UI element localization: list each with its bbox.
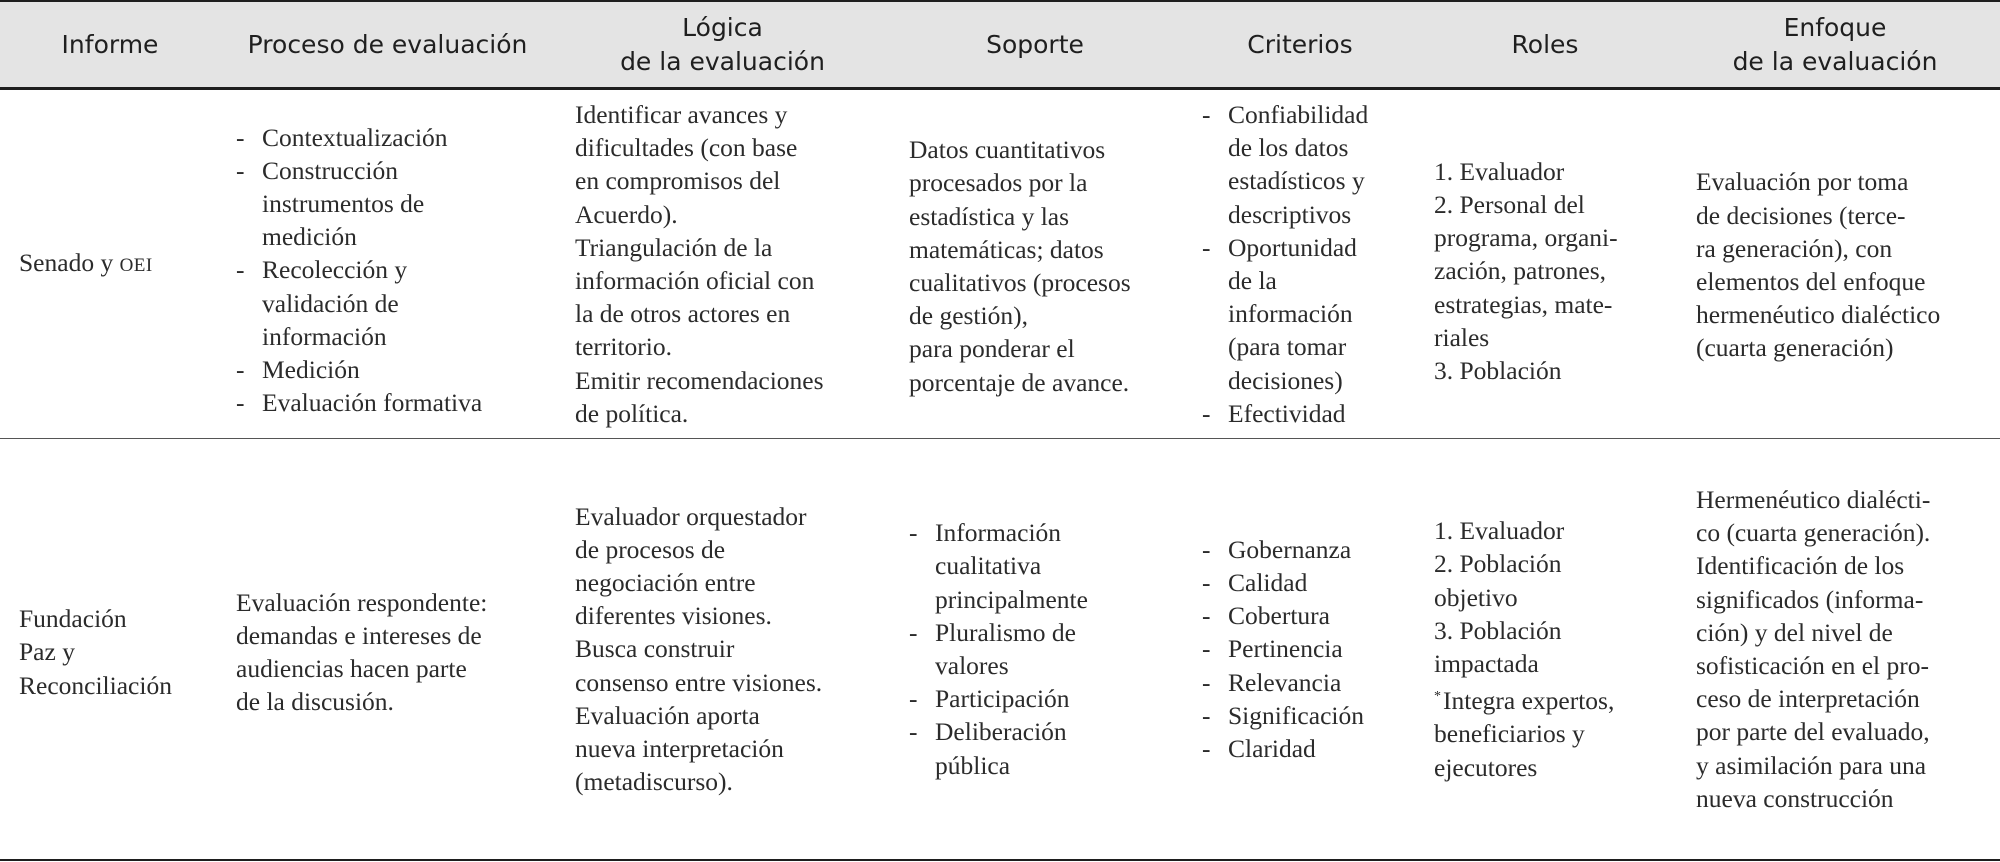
cell-logica-senado bbox=[575, 90, 885, 438]
header-informe bbox=[0, 2, 220, 87]
soporte-line: de gestión), bbox=[909, 301, 1028, 331]
cell-criterios-senado bbox=[1202, 90, 1417, 438]
enfoque-line: Hermenéutico dialécti- bbox=[1696, 484, 1931, 514]
roles-note: *Integra expertos, bbox=[1434, 686, 1615, 716]
roles-line: 1. Evaluador bbox=[1434, 516, 1565, 546]
cell-logica-fundacion bbox=[575, 439, 885, 859]
logica-line: Evaluación aporta bbox=[575, 700, 760, 730]
roles-line: 2. Población bbox=[1434, 549, 1562, 579]
roles-line: impactada bbox=[1434, 649, 1539, 678]
cell-enfoque-senado bbox=[1696, 90, 1996, 438]
header-soporte bbox=[890, 2, 1180, 87]
criterio-item: - Calidad bbox=[1202, 566, 1417, 599]
enfoque-line: Evaluación por toma bbox=[1696, 167, 1909, 197]
proceso-item: - Evaluación formativa bbox=[236, 386, 551, 419]
enfoque-line: por parte del evaluado, bbox=[1696, 717, 1930, 747]
soporte-item: - Participación bbox=[909, 682, 1177, 715]
proceso-item: - Medición bbox=[236, 353, 551, 386]
logica-line: consenso entre visiones. bbox=[575, 667, 823, 697]
header-line: Enfoque bbox=[1783, 12, 1887, 42]
soporte-line: matemáticas; datos bbox=[909, 234, 1104, 264]
soporte-line: Datos cuantitativos bbox=[909, 135, 1106, 165]
logica-line: diferentes visiones. bbox=[575, 601, 772, 631]
soporte-line: procesados por la bbox=[909, 168, 1088, 198]
logica-line: Identificar avances y bbox=[575, 99, 788, 129]
logica-line: la de otros actores en bbox=[575, 299, 791, 329]
header-logica bbox=[555, 2, 890, 87]
criterio-item: - Efectividad bbox=[1202, 397, 1417, 430]
cell-criterios-fundacion bbox=[1202, 439, 1417, 859]
logica-line: Emitir recomendaciones bbox=[575, 365, 824, 395]
soporte-line: cualitativos (procesos bbox=[909, 268, 1131, 297]
enfoque-line: co (cuarta generación). bbox=[1696, 518, 1931, 548]
logica-line: nueva interpretación bbox=[575, 734, 784, 763]
header-line: de la evaluación bbox=[620, 46, 825, 76]
roles-line: zación, patrones, bbox=[1434, 256, 1607, 286]
logica-line: Evaluador orquestador bbox=[575, 501, 807, 531]
header-line: Informe bbox=[61, 29, 159, 59]
soporte-item: - Pluralismo de valores bbox=[909, 616, 1177, 682]
logica-line: Acuerdo). bbox=[575, 199, 678, 229]
enfoque-line: de decisiones (terce- bbox=[1696, 200, 1906, 230]
soporte-item: - Deliberación pública bbox=[909, 715, 1177, 781]
cell-roles-fundacion bbox=[1434, 439, 1664, 859]
criterio-item: - Relevancia bbox=[1202, 666, 1417, 699]
soporte-line: para ponderar el bbox=[909, 334, 1075, 364]
cell-proceso-senado bbox=[236, 90, 551, 438]
enfoque-line: Identificación de los bbox=[1696, 551, 1905, 581]
roles-line: ejecutores bbox=[1434, 752, 1538, 782]
table-header-row bbox=[0, 2, 2000, 87]
cell-proceso-fundacion bbox=[236, 439, 551, 859]
criterio-item: - Pertinencia bbox=[1202, 632, 1417, 665]
enfoque-line: sofisticación en el pro- bbox=[1696, 651, 1929, 680]
proceso-item: - Construcción instrumentos de medición bbox=[236, 154, 551, 254]
enfoque-line: elementos del enfoque bbox=[1696, 267, 1926, 296]
proceso-line: de la discusión. bbox=[236, 687, 394, 717]
proceso-line: Evaluación respondente: bbox=[236, 587, 488, 617]
enfoque-line: significados (informa- bbox=[1696, 584, 1924, 614]
table-bottom-rule bbox=[0, 859, 2000, 861]
enfoque-line: y asimilación para una bbox=[1696, 750, 1927, 780]
informe-line: Paz y bbox=[19, 637, 75, 667]
soporte-line: estadística y las bbox=[909, 201, 1070, 231]
header-line: Soporte bbox=[986, 29, 1084, 59]
roles-line: objetivo bbox=[1434, 582, 1518, 612]
cell-informe-fundacion bbox=[19, 439, 219, 859]
logica-line: territorio. bbox=[575, 332, 673, 362]
header-line: Lógica bbox=[682, 12, 763, 42]
logica-line: Busca construir bbox=[575, 634, 735, 664]
roles-line: riales bbox=[1434, 322, 1490, 352]
cell-soporte-senado bbox=[909, 90, 1177, 438]
cell-soporte-fundacion bbox=[909, 439, 1177, 859]
enfoque-line: (cuarta generación) bbox=[1696, 333, 1894, 363]
header-line: de la evaluación bbox=[1732, 46, 1938, 76]
roles-line: beneficiarios y bbox=[1434, 719, 1585, 749]
criterio-item: - Cobertura bbox=[1202, 599, 1417, 632]
logica-line: (metadiscurso). bbox=[575, 767, 733, 797]
enfoque-line: ción) y del nivel de bbox=[1696, 617, 1893, 647]
roles-line: 3. Población bbox=[1434, 356, 1562, 385]
header-enfoque bbox=[1670, 2, 2000, 87]
informe-text: Senado y OEI bbox=[19, 247, 153, 277]
criterio-item: - Claridad bbox=[1202, 732, 1417, 765]
roles-line: 1. Evaluador bbox=[1434, 156, 1565, 186]
cell-informe-senado bbox=[19, 90, 219, 438]
informe-line: Reconciliación bbox=[19, 670, 172, 700]
logica-line: negociación entre bbox=[575, 567, 756, 597]
informe-abbr: OEI bbox=[119, 254, 153, 276]
header-proceso bbox=[220, 2, 555, 87]
criterio-item: - Oportunidad de la información (para tomar decisiones) bbox=[1202, 231, 1417, 397]
logica-line: información oficial con bbox=[575, 266, 815, 295]
header-line: Proceso de evaluación bbox=[247, 29, 528, 59]
enfoque-line: nueva construcción bbox=[1696, 783, 1894, 813]
criterio-item: - Confiabilidad de los datos estadísticos y descriptivos bbox=[1202, 98, 1417, 231]
header-criterios bbox=[1180, 2, 1420, 87]
header-roles bbox=[1420, 2, 1670, 87]
proceso-line: audiencias hacen parte bbox=[236, 654, 467, 683]
logica-line: en compromisos del bbox=[575, 166, 781, 196]
logica-line: dificultades (con base bbox=[575, 133, 798, 163]
soporte-line: porcentaje de avance. bbox=[909, 367, 1130, 397]
criterio-item: - Significación bbox=[1202, 699, 1417, 732]
roles-line: 3. Población bbox=[1434, 615, 1562, 645]
logica-line: de procesos de bbox=[575, 534, 726, 564]
logica-line: Triangulación de la bbox=[575, 232, 773, 262]
roles-line: 2. Personal del bbox=[1434, 189, 1585, 219]
cell-roles-senado bbox=[1434, 90, 1664, 438]
criterio-item: - Gobernanza bbox=[1202, 533, 1417, 566]
informe-line: Fundación bbox=[19, 604, 127, 634]
proceso-item: - Recolección y validación de información bbox=[236, 253, 551, 353]
cell-enfoque-fundacion bbox=[1696, 439, 1996, 859]
proceso-line: demandas e intereses de bbox=[236, 620, 482, 650]
header-line: Criterios bbox=[1247, 29, 1353, 59]
proceso-item: - Contextualización bbox=[236, 121, 551, 154]
logica-line: de política. bbox=[575, 398, 689, 428]
roles-line: programa, organi- bbox=[1434, 223, 1618, 253]
header-line: Roles bbox=[1511, 29, 1579, 59]
soporte-item: - Información cualitativa principalmente bbox=[909, 516, 1177, 616]
enfoque-line: ceso de interpretación bbox=[1696, 684, 1920, 714]
footnote-mark: * bbox=[1434, 689, 1441, 705]
enfoque-line: hermenéutico dialéctico bbox=[1696, 300, 1941, 330]
roles-line: estrategias, mate- bbox=[1434, 289, 1613, 319]
enfoque-line: ra generación), con bbox=[1696, 233, 1893, 263]
